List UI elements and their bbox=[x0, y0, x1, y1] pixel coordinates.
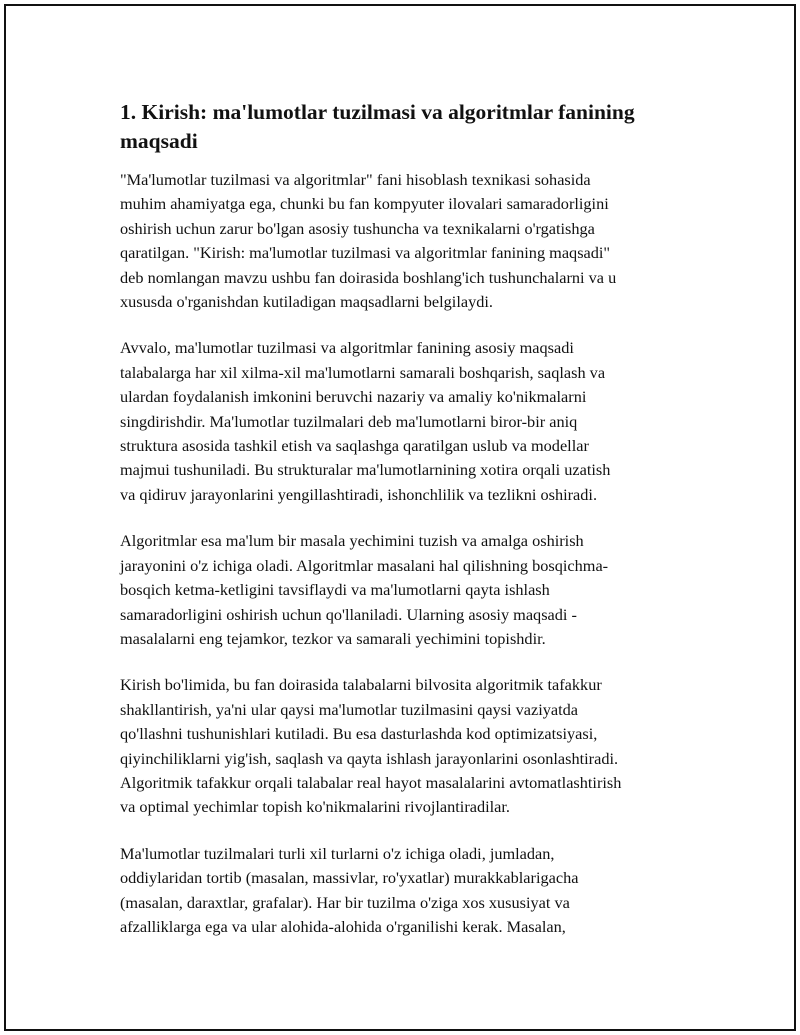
document-title: 1. Kirish: ma'lumotlar tuzilmasi va algoritmlar fanining maqsadi bbox=[120, 100, 635, 153]
paragraph-3: Algoritmlar esa ma'lum bir masala yechimini tuzish va amalga oshirish jarayonini o'z ichiga oladi. Algoritmlar masalani hal qilishning bosqichma- bosqich ketma-ketligini tavsiflaydi va ma'lumotlarni qayta ishlash samaradorligini oshirish uchun qo'llaniladi. Ularning asosiy maqsadi - masalalarni eng tejamkor, tezkor va samarali yechimini topishdir. bbox=[120, 531, 609, 648]
paragraph-1: "Ma'lumotlar tuzilmasi va algoritmlar" fani hisoblash texnikasi sohasida muhim ahamiyatga ega, chunki bu fan kompyuter ilovalari samaradorligini oshirish uchun zarur bo'lgan asosiy tushuncha va texnikalarni o'rgatishga qaratilgan. "Kirish: ma'lumotlar tuzilmasi va algoritmlar fanining maqsadi" deb nomlangan mavzu ushbu fan doirasida boshlang'ich tushunchalarni va u xususda o'rganishdan kutiladigan maqsadlarni belgilaydi. bbox=[120, 170, 617, 312]
document-body bbox=[120, 98, 700, 961]
page-frame bbox=[4, 4, 796, 1031]
paragraph-4: Kirish bo'limida, bu fan doirasida talabalarni bilvosita algoritmik tafakkur shakllantirish, ya'ni ular qaysi ma'lumotlar tuzilmasini qaysi vaziyatda qo'llashni tushunishlari kutiladi. Bu esa dasturlashda kod optimizatsiyasi, qiyinchiliklarni yig'ish, saqlash va qayta ishlash jarayonlarini osonlashtiradi. Algoritmik tafakkur orqali talabalar real hayot masalalarini avtomatlashtirish va optimal yechimlar topish ko'nikmalarini rivojlantiradilar. bbox=[120, 675, 622, 817]
paragraph-5: Ma'lumotlar tuzilmalari turli xil turlarni o'z ichiga oladi, jumladan, oddiylaridan tortib (masalan, massivlar, ro'yxatlar) murakkablarigacha (masalan, daraxtlar, grafalar). Har bir tuzilma o'ziga xos xususiyat va afzalliklarga ega va ular alohida-alohida o'rganilishi kerak. Masalan, bbox=[120, 843, 579, 936]
paragraph-2: Avvalo, ma'lumotlar tuzilmasi va algoritmlar fanining asosiy maqsadi talabalarga har xil xilma-xil ma'lumotlarni samarali boshqarish, saqlash va ulardan foydalanish imkonini beruvchi nazariy va amaliy ko'nikmalarni singdirishdir. Ma'lumotlar tuzilmalari deb ma'lumotlarni biror-bir aniq struktura asosida tashkil etish va saqlashga qaratilgan uslub va modellar majmui tushuniladi. Bu strukturalar ma'lumotlarnining xotira orqali uzatish va qidiruv jarayonlarini yengillashtiradi, ishonchlilik va tezlikni oshiradi. bbox=[120, 338, 611, 504]
